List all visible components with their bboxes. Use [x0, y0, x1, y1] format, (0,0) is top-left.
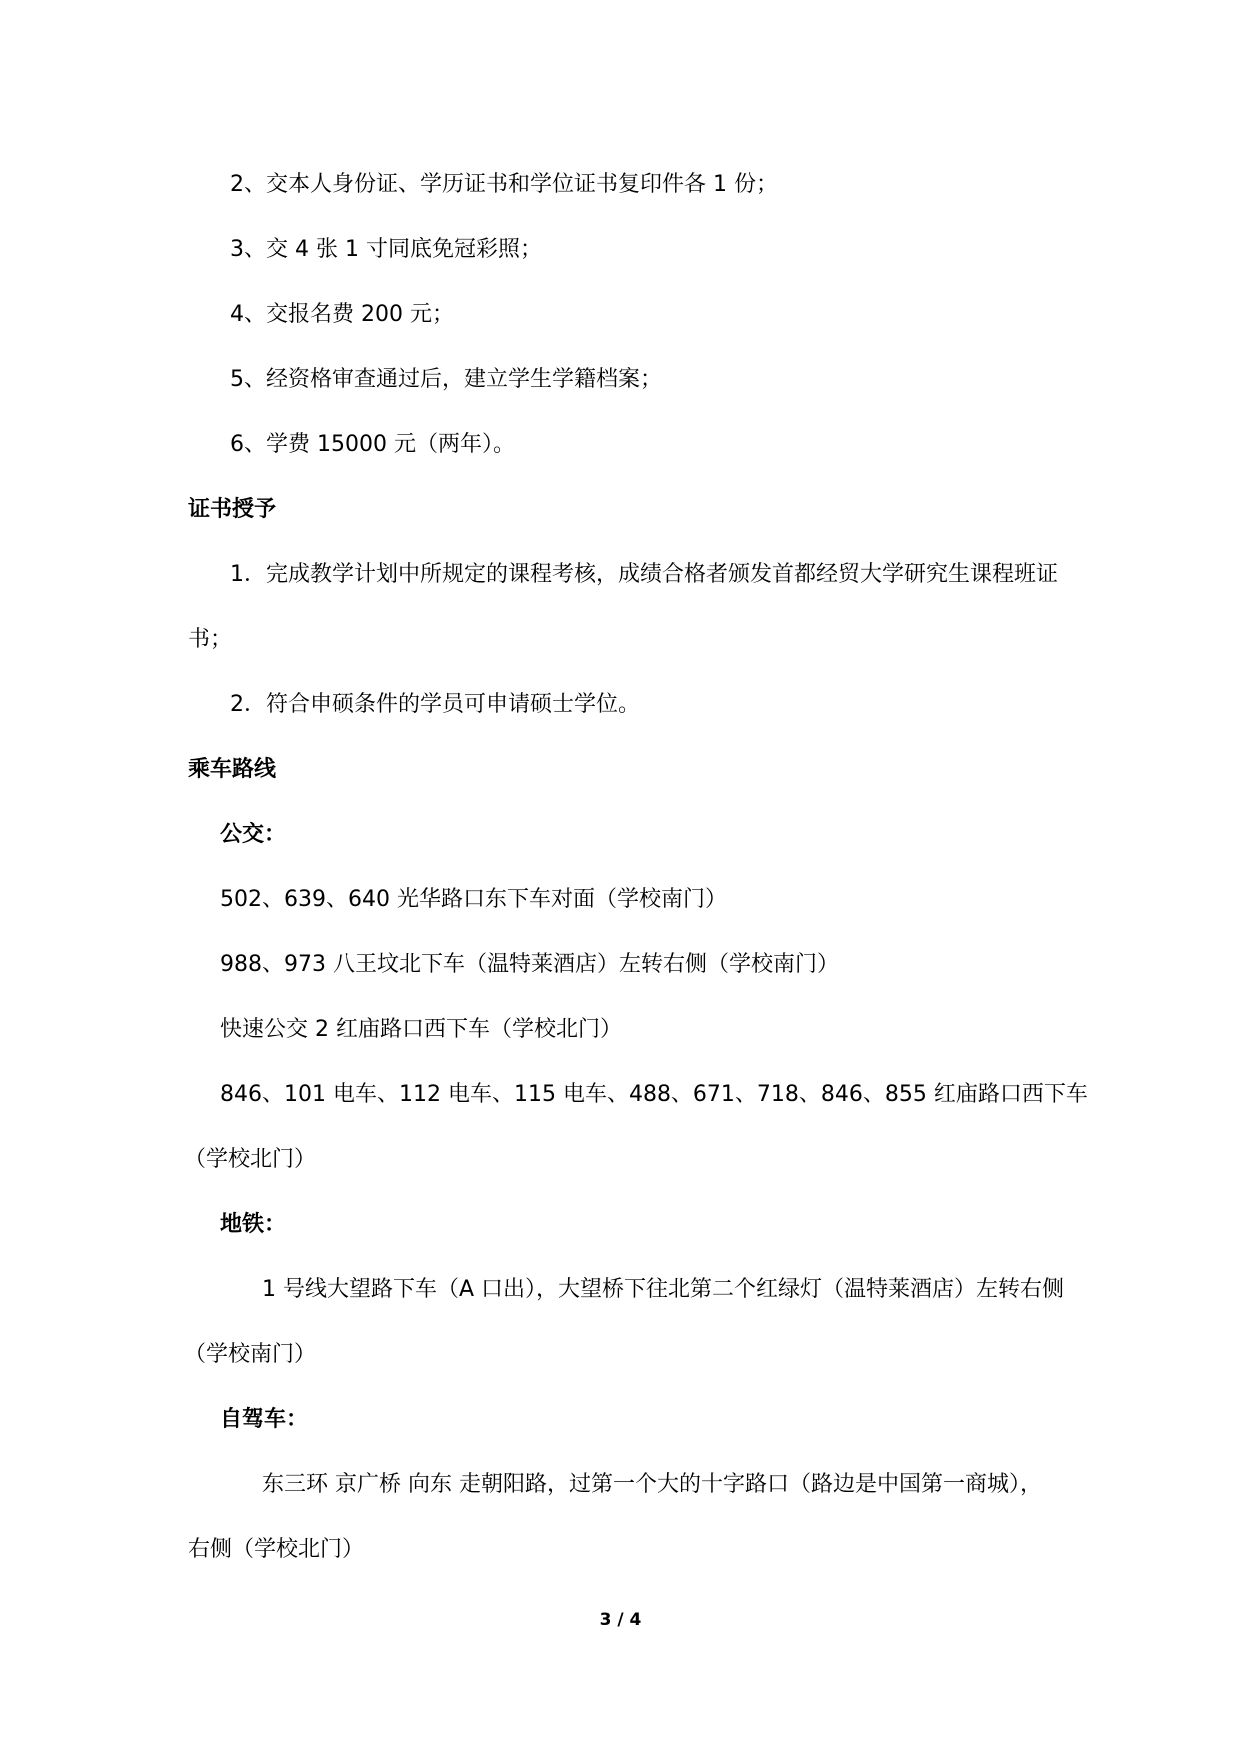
- requirement-item-5: 5、经资格审查通过后，建立学生学籍档案；: [230, 367, 662, 392]
- certificate-item-1-continued: 书；: [188, 627, 233, 652]
- requirement-item-3: 3、交 4 张 1 寸同底免冠彩照；: [230, 237, 542, 262]
- subway-label: 地铁：: [220, 1212, 287, 1237]
- driving-route: 东三环 京广桥 向东 走朝阳路，过第一个大的十字路口（路边是中国第一商城），: [262, 1472, 1042, 1497]
- bus-route: 快速公交 2 红庙路口西下车（学校北门）: [220, 1017, 622, 1042]
- subway-route-continued: （学校南门）: [184, 1342, 317, 1367]
- bus-route-continued: （学校北门）: [184, 1147, 317, 1172]
- subway-route: 1 号线大望路下车（A 口出），大望桥下往北第二个红绿灯（温特莱酒店）左转右侧: [262, 1277, 1065, 1302]
- requirement-item-2: 2、交本人身份证、学历证书和学位证书复印件各 1 份；: [230, 172, 778, 197]
- page-number: 3 / 4: [599, 1610, 642, 1630]
- requirement-item-4: 4、交报名费 200 元；: [230, 302, 454, 327]
- bus-route: 502、639、640 光华路口东下车对面（学校南门）: [220, 887, 727, 912]
- bus-route: 846、101 电车、112 电车、115 电车、488、671、718、846、855 红庙路口西下车: [220, 1082, 1088, 1107]
- driving-label: 自驾车：: [220, 1407, 309, 1432]
- certificate-item-2: 2．符合申硕条件的学员可申请硕士学位。: [230, 692, 640, 717]
- bus-label: 公交：: [220, 822, 287, 847]
- certificate-item-1: 1．完成教学计划中所规定的课程考核，成绩合格者颁发首都经贸大学研究生课程班证: [230, 562, 1058, 587]
- requirement-item-6: 6、学费 15000 元（两年）。: [230, 432, 515, 457]
- certificate-heading: 证书授予: [188, 497, 277, 522]
- driving-route-continued: 右侧（学校北门）: [188, 1537, 365, 1562]
- transport-heading: 乘车路线: [188, 757, 277, 782]
- bus-route: 988、973 八王坟北下车（温特莱酒店）左转右侧（学校南门）: [220, 952, 839, 977]
